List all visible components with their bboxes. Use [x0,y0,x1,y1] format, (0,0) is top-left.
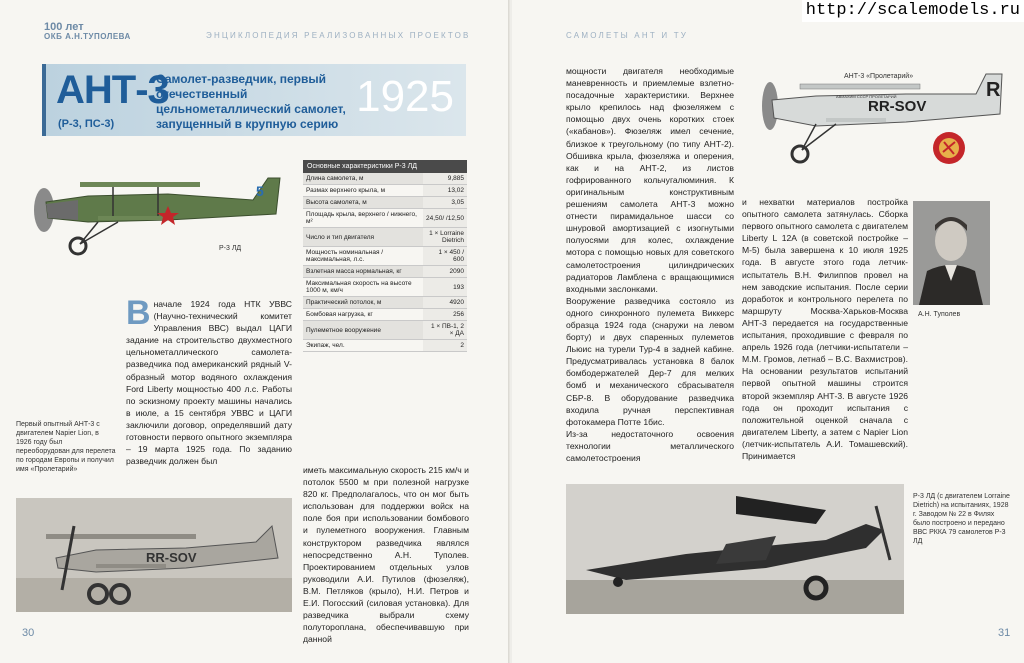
table-row [303,321,467,340]
logo-line-1: 100 лет [44,21,84,33]
spec-key: Бомбовая нагрузка, кг [303,309,423,321]
drawing-caption-left: Р-3 ЛД [219,245,242,252]
photo-caption-right: Р-3 ЛД (с двигателем Lorraine Dietrich) на испытаниях, 1928 г. Заводом № 22 в Филях было построено и передано ВВС РККА 79 самолетов Р-3 ЛД [913,493,1010,545]
aircraft-subtitle: Самолет-разведчик, первый отечественный цельнометаллический самолет, запущенный в крупную серию [156,72,346,131]
photo-r3-ld-testing [566,484,904,614]
specifications-table [303,160,467,352]
spec-value: 24,50/ /12,50 [423,209,467,228]
watermark: http://scalemodels.ru [802,0,1024,22]
table-row [303,173,467,185]
table-row [303,278,467,297]
spec-key: Число и тип двигателя [303,228,423,247]
aircraft-name: АНТ-3 [56,68,169,112]
spec-value: 193 [423,278,467,297]
table-row [303,309,467,321]
left-page [0,0,510,663]
nose-inscription: АВИАХИМ СССР ПРОЛЕТАРИЙ [836,94,897,99]
spec-key: Высота самолета, м [303,197,423,209]
photo-caption-left: Первый опытный АНТ-3 с двигателем Napier Lion, в 1926 году был переоборудован для перелета по городам Европы и получил имя «Пролетарий» [16,421,116,473]
spec-value: 1 × Lorraine Dietrich [423,228,467,247]
spec-key: Размах верхнего крыла, м [303,185,423,197]
photo-registration: RR-SOV [146,550,197,565]
column-3-text: мощности двигателя необходимые маневренность и приемлемые взлетно-посадочные характеристики. Верхнее крыло крепилось над фюзеляжем с помощью двух очень коротких стоек («кабанов»). Фюзеляж имел сечение, близкое к треугольному (по типу АНТ-2). Обшивка крыла, фюзеляжа и оперения, как и на АНТ-2, из листов гофрированного кольчугалюминия. К оригинальным конструктивным решениям самолета АНТ-3 можно отнести пирамидальное шасси со шнуровой амортизацией с изогнутыми полуосями для колес, охлаждение мотора с помощью новых для советского самолетостроения цилиндрических радиаторов Ламблена с вращающимися входными заслонками. Вооружение разведчика состояло из одного синхронного пулемета Виккерс образца 1924 года (снаружи на левом борту) и двух спаренных пулеметов Льюис на турели Тур-4 в задней кабине. Предусматривалась установка 8 балок бомбодержателей Дер-7 для мелких бомб и механического сбрасывателя СБР-8. В оборудование разведчика входила ручная перспективная фотокамера Потте 1бис. Из-за недостаточного освоения технологии металлического самолетостроения [566,66,734,463]
spec-value: 4920 [423,297,467,309]
ussr-emblem-icon [930,128,968,168]
text-column-3 [566,65,734,464]
table-row [303,197,467,209]
table-row [303,247,467,266]
text-column-4 [742,196,908,462]
table-row [303,209,467,228]
tail-letter: R [986,79,1001,101]
left-running-header: ЭНЦИКЛОПЕДИЯ РЕАЛИЗОВАННЫХ ПРОЕКТОВ [206,31,471,40]
aircraft-year: 1925 [356,72,454,121]
landing-wheel [70,238,86,254]
column-4-text: и нехватки материалов постройка опытного самолета затянулась. Сборка первого опытного самолета с двигателем Liberty L 12A (в советской постройке – М-5) была завершена к 10 июля 1925 года. В августе этого года летчик-испытатель В.Н. Филиппов провел на нем заводские испытания. После серии доработок и контрольного перелета по маршруту Москва-Харьков-Москва АНТ-3 передается на государственные испытания, проходившие с февраля по апрель 1926 года (летчики-испытатели – М.М. Громов, летнаб – В.С. Вахмистров). На основании результатов испытаний первой опытной машины строится второй экземпляр АНТ-3. В августе 1926 года он проходит испытания с положительной оценкой сначала с двигателем Liberty, а затем с Napier Lion (летчик-испытатель А.И. Томашевский). Принимается [742,197,908,461]
ant3-proletariy-drawing [756,66,1016,176]
spec-value: 3,05 [423,197,467,209]
spec-key: Практический потолок, м [303,297,423,309]
spec-key: Взлетная масса нормальная, кг [303,266,423,278]
page-number-left: 30 [22,627,35,639]
lower-wing [98,216,168,220]
text-column-2 [303,464,469,645]
table-row [303,340,467,352]
spec-key: Площадь крыла, верхнего / нижнего, м² [303,209,423,228]
publisher-logo [44,22,131,41]
specs-heading: Основные характеристики Р-3 ЛД [303,160,467,173]
text-column-1 [126,294,292,467]
spec-value: 1 × ПВ-1, 2 × ДА [423,321,467,340]
upper-wing [80,182,200,187]
spec-value: 2090 [423,266,467,278]
spec-value: 256 [423,309,467,321]
drawing-caption-right: АНТ-3 «Пролетарий» [844,73,914,80]
spec-key: Мощность номинальная / максимальная, л.с. [303,247,423,266]
table-row [303,297,467,309]
column-1-text: начале 1924 года НТК УВВС (Научно-технический комитет Управления ВВС) выдал ЦАГИ задание на строительство двухместного цельнометаллического самолета-разведчика под американский рядный V-образный мотор водяного охлаждения Ford Liberty мощностью 400 л.с. Работы по эскизному проекту машины начались в июле, а 15 сентября УВВС и ЦАГИ заключили договор, определявший дату готовности первого опытного экземпляра – 19 марта 1925 года. По заданию разведчик должен был [126,299,292,467]
spec-value: 13,02 [423,185,467,197]
column-2-text: иметь максимальную скорость 215 км/ч и потолок 5500 м при полезной нагрузке 820 кг. Предполагалось, что он мог быть использован для поддержки войск на поле боя при использовании бомбового и пулеметного вооружения. Главным конструктором разведчика являлся непосредственно А.Н. Туполев. Проектированием отдельных узлов руководили А.И. Путилов (фюзеляж), В.М. Петляков (крыло), Н.И. Петров и Е.И. Погосский (силовая установка). Для разведчика выбрали схему полутороплана, обеспечивавшую при данной [303,465,469,645]
right-page [512,0,1024,663]
tail-number: 5 [256,183,264,199]
spec-key: Экипаж, чел. [303,340,423,352]
portrait-caption: А.Н. Туполев [918,311,961,318]
aircraft-alt-names: (Р-3, ПС-3) [58,118,115,130]
spec-key: Пулеметное вооружение [303,321,423,340]
title-box [42,64,466,136]
spec-key: Максимальная скорость на высоте 1000 м, км/ч [303,278,423,297]
tupolev-portrait [913,201,990,305]
right-running-header: САМОЛЕТЫ АНТ И ТУ [566,31,689,40]
r3-ld-drawing [18,158,288,258]
spec-key: Длина самолета, м [303,173,423,185]
table-row [303,185,467,197]
dropcap: В [126,294,151,332]
spec-value: 9,885 [423,173,467,185]
spec-value: 1 × 450 / 600 [423,247,467,266]
photo-ant3-proletariy [16,498,292,612]
registration-mark: RR-SOV [868,98,927,115]
landing-wheel [792,146,808,162]
logo-line-2: ОКБ А.Н.ТУПОЛЕВА [44,32,131,41]
table-row [303,228,467,247]
spec-value: 2 [423,340,467,352]
page-number-right: 31 [998,627,1011,639]
table-row [303,266,467,278]
upper-wing [800,84,920,89]
lower-wing [826,118,886,122]
